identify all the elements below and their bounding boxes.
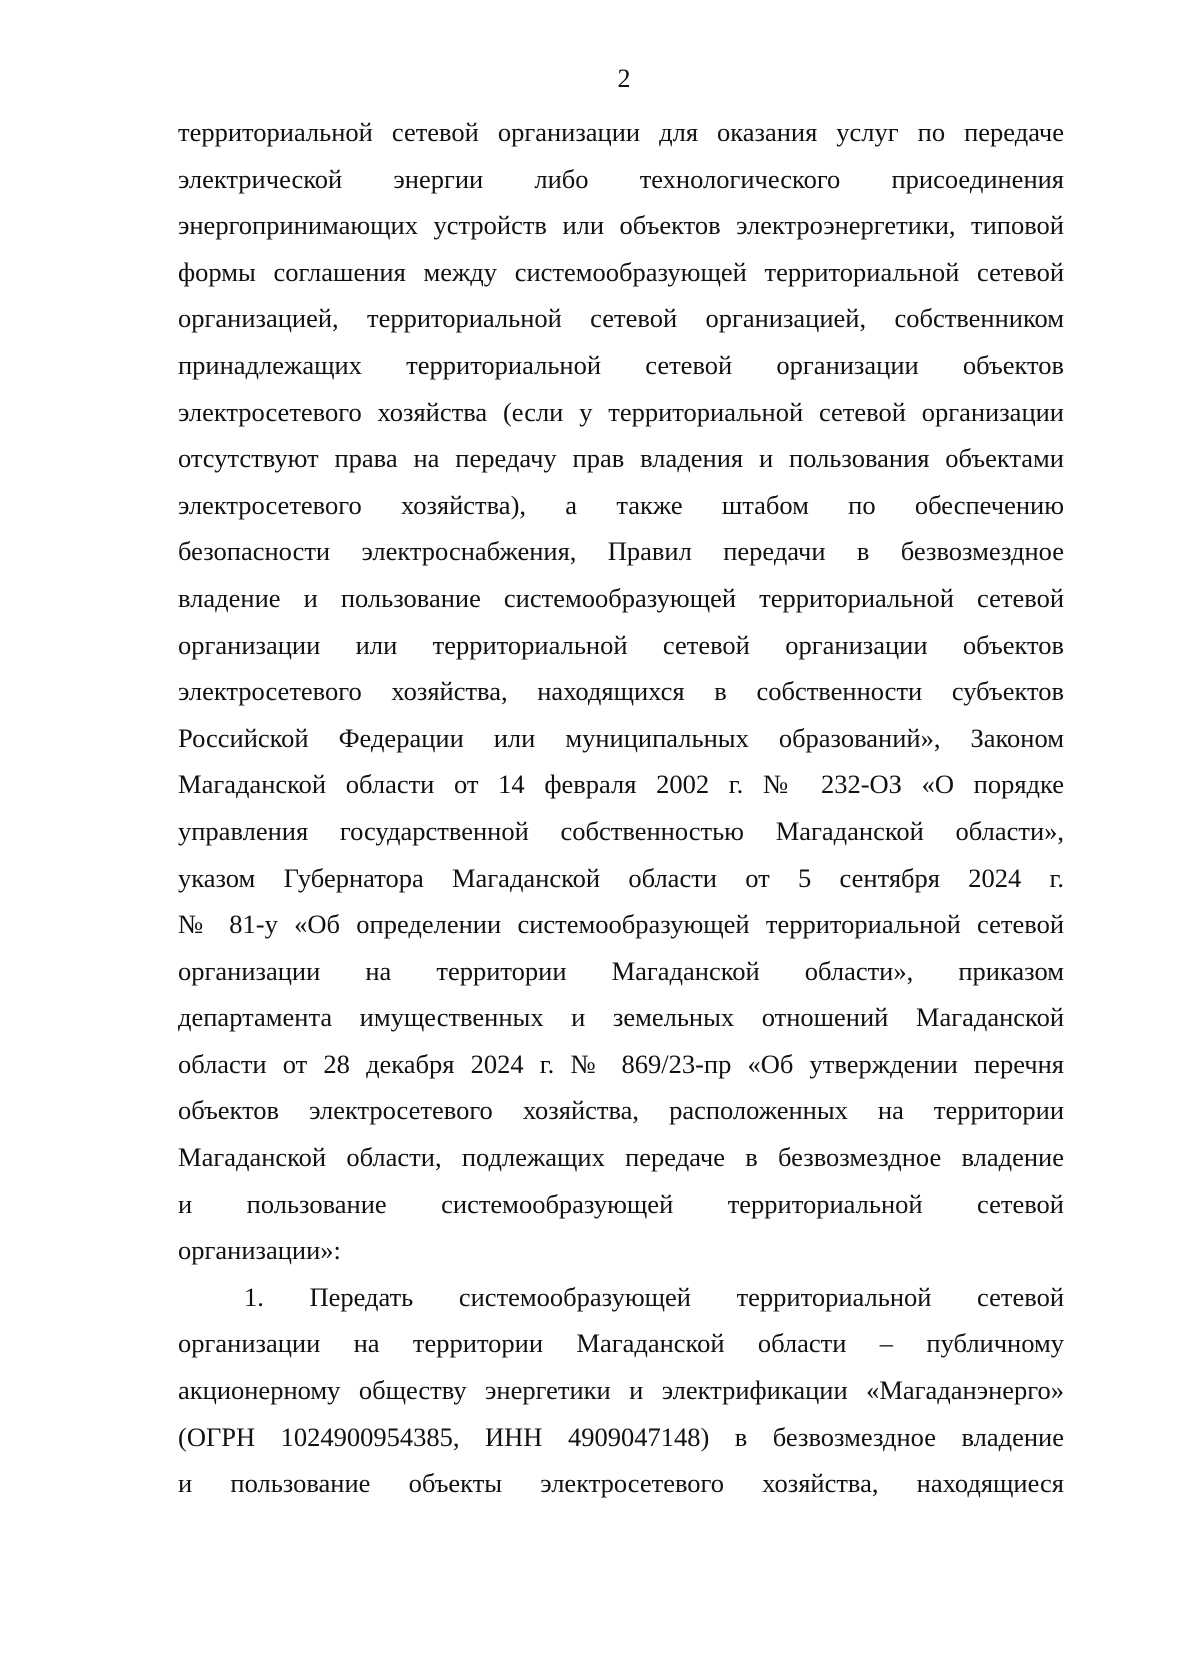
text-line: территориальной сетевой организации для оказания услуг по передаче xyxy=(178,117,1064,147)
text-line: принадлежащих территориальной сетевой организации объектов xyxy=(178,349,1064,380)
text-line: объектов электросетевого хозяйства, расположенных на территории xyxy=(178,1095,1064,1126)
text-line: Российской Федерации или муниципальных образований», Законом xyxy=(178,722,1064,753)
text-line: формы соглашения между системообразующей территориальной сетевой xyxy=(178,256,1064,287)
text-line: электросетевого хозяйства, находящихся в собственности субъектов xyxy=(178,676,1064,707)
text-line: области от 28 декабря 2024 г. № 869/23-пр «Об утверждении перечня xyxy=(178,1048,1064,1079)
numbered-item-line: 1. Передать системообразующей территориальной сетевой xyxy=(244,1281,1064,1312)
text-line: управления государственной собственностью Магаданской области», xyxy=(178,815,1064,846)
text-line: организации»: xyxy=(178,1235,341,1266)
text-line: и пользование объекты электросетевого хозяйства, находящиеся xyxy=(178,1468,1064,1499)
text-line: указом Губернатора Магаданской области от 5 сентября 2024 г. xyxy=(178,862,1064,893)
text-line: организации на территории Магаданской области – публичному xyxy=(178,1328,1064,1359)
text-line: Магаданской области от 14 февраля 2002 г. № 232-ОЗ «О порядке xyxy=(178,769,1064,800)
text-line: отсутствуют права на передачу прав владения и пользования объектами xyxy=(178,443,1064,474)
text-line: электрической энергии либо технологического присоединения xyxy=(178,163,1064,194)
page-number: 2 xyxy=(617,64,631,93)
text-line: организации на территории Магаданской области», приказом xyxy=(178,955,1064,986)
text-line: Магаданской области, подлежащих передаче в безвозмездное владение xyxy=(178,1142,1064,1173)
text-line: департамента имущественных и земельных отношений Магаданской xyxy=(178,1002,1064,1033)
text-line: электросетевого хозяйства (если у территориальной сетевой организации xyxy=(178,396,1064,427)
text-line: № 81-у «Об определении системообразующей территориальной сетевой xyxy=(178,909,1064,940)
text-line: и пользование системообразующей территориальной сетевой xyxy=(178,1188,1064,1219)
text-line: (ОГРН 1024900954385, ИНН 4909047148) в безвозмездное владение xyxy=(178,1421,1064,1452)
text-line: организации или территориальной сетевой организации объектов xyxy=(178,629,1064,660)
text-line: владение и пользование системообразующей территориальной сетевой xyxy=(178,582,1064,613)
text-line: организацией, территориальной сетевой организацией, собственником xyxy=(178,303,1064,334)
text-line: электросетевого хозяйства), а также штабом по обеспечению xyxy=(178,489,1064,520)
text-line: энергопринимающих устройств или объектов электроэнергетики, типовой xyxy=(178,210,1064,241)
document-body xyxy=(178,109,1064,1507)
text-line: акционерному обществу энергетики и электрификации «Магаданэнерго» xyxy=(178,1375,1064,1406)
text-line: безопасности электроснабжения, Правил передачи в безвозмездное xyxy=(178,536,1064,567)
